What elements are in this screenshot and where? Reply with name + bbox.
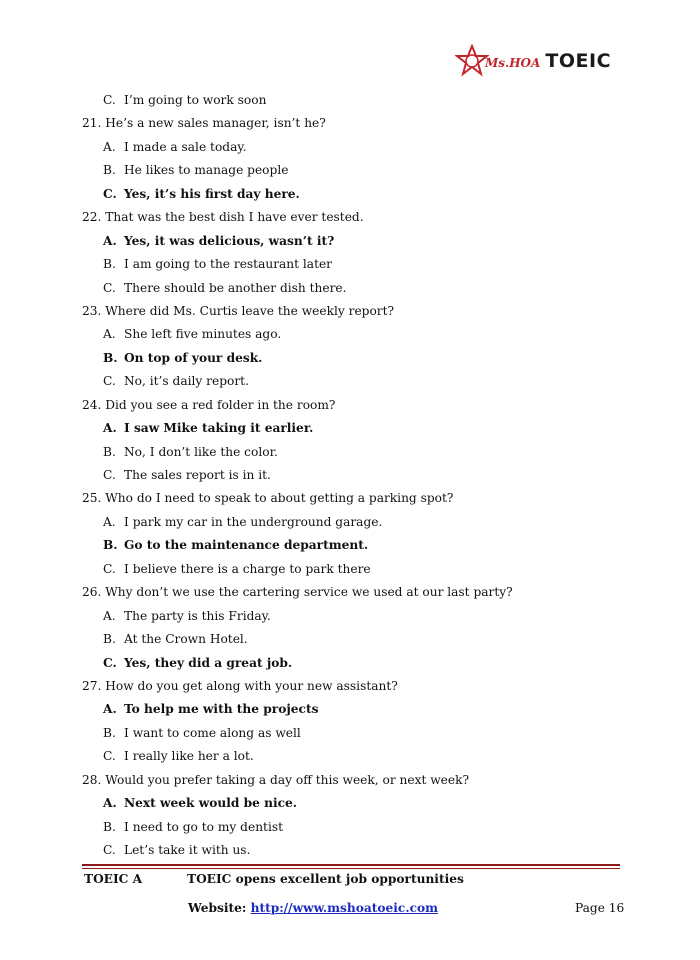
option-text: I’m going to work soon: [124, 93, 267, 107]
footer-divider: [82, 864, 620, 866]
option-text: I made a sale today.: [124, 139, 247, 154]
option-letter: C.: [103, 749, 116, 764]
option-text: Yes, they did a great job.: [124, 655, 293, 670]
answer-option: [82, 159, 642, 182]
option-letter: A.: [103, 327, 116, 342]
answer-option: [82, 136, 642, 159]
option-letter: B.: [103, 163, 116, 178]
answer-option: [82, 722, 642, 745]
option-text: To help me with the projects: [124, 702, 319, 717]
footer-website: [188, 901, 438, 915]
answer-option: [82, 558, 642, 581]
option-letter: A.: [103, 139, 116, 154]
option-letter: B.: [103, 725, 116, 740]
question-text: 24. Did you see a red folder in the room?: [82, 397, 336, 412]
question-list: [82, 89, 642, 862]
option-letter: B.: [103, 350, 118, 365]
footer-left-label: TOEIC A: [84, 872, 143, 886]
star-logo-icon: [455, 44, 489, 78]
option-letter: C.: [103, 280, 116, 295]
option-text: On top of your desk.: [124, 350, 263, 365]
answer-option: [82, 253, 642, 276]
answer-option-correct: [82, 698, 642, 721]
footer-divider-thin: [82, 868, 620, 869]
option-letter: C.: [103, 93, 116, 107]
option-text: At the Crown Hotel.: [124, 632, 248, 647]
option-text: I need to go to my dentist: [124, 819, 283, 834]
answer-option: [82, 370, 642, 393]
question-text: 28. Would you prefer taking a day off this week, or next week?: [82, 772, 470, 787]
answer-option-correct: [82, 183, 642, 206]
option-text: No, I don’t like the color.: [124, 444, 278, 459]
option-letter: C.: [103, 186, 117, 201]
answer-option: [82, 89, 642, 112]
answer-option: [82, 441, 642, 464]
footer-slogan: TOEIC opens excellent job opportunities: [187, 872, 464, 886]
answer-option: [82, 511, 642, 534]
option-letter: B.: [103, 632, 116, 647]
answer-option: [82, 839, 642, 862]
option-text: Yes, it’s his first day here.: [124, 186, 300, 201]
option-text: I saw Mike taking it earlier.: [124, 421, 314, 436]
answer-option-correct: [82, 792, 642, 815]
option-text: He likes to manage people: [124, 163, 289, 178]
question-text: 25. Who do I need to speak to about getting a parking spot?: [82, 491, 454, 506]
option-letter: A.: [103, 608, 116, 623]
answer-option: [82, 464, 642, 487]
website-label: Website:: [188, 901, 247, 915]
question-text: 27. How do you get along with your new assistant?: [82, 678, 398, 693]
question-text: 26. Why don’t we use the cartering service we used at our last party?: [82, 585, 513, 600]
brand-logo: [455, 44, 625, 80]
option-text: Let’s take it with us.: [124, 843, 251, 857]
answer-option-correct: [82, 417, 642, 440]
answer-option-correct: [82, 230, 642, 253]
logo-text: [485, 50, 611, 72]
answer-option: [82, 605, 642, 628]
option-letter: B.: [103, 444, 116, 459]
option-letter: C.: [103, 843, 116, 857]
option-text: Yes, it was delicious, wasn’t it?: [124, 233, 335, 248]
option-text: I really like her a lot.: [124, 749, 254, 764]
option-letter: A.: [103, 514, 116, 529]
question-text: 21. He’s a new sales manager, isn’t he?: [82, 116, 326, 131]
option-letter: B.: [103, 538, 118, 553]
option-letter: C.: [103, 561, 116, 576]
logo-ms: Ms.HOA: [485, 56, 541, 70]
option-letter: C.: [103, 468, 116, 482]
answer-option-correct: [82, 534, 642, 557]
option-letter: A.: [103, 702, 117, 717]
answer-option: [82, 745, 642, 768]
answer-option: [82, 323, 642, 346]
page-number: Page 16: [575, 901, 625, 915]
question-text: 23. Where did Ms. Curtis leave the weekly report?: [82, 303, 395, 318]
option-letter: A.: [103, 421, 117, 436]
answer-option: [82, 277, 642, 300]
option-text: She left five minutes ago.: [124, 327, 282, 342]
option-text: I believe there is a charge to park there: [124, 561, 371, 576]
option-text: No, it’s daily report.: [124, 374, 249, 389]
option-letter: B.: [103, 257, 116, 272]
answer-option-correct: [82, 347, 642, 370]
answer-option: [82, 816, 642, 839]
answer-option-correct: [82, 652, 642, 675]
option-letter: A.: [103, 233, 117, 248]
option-text: Go to the maintenance department.: [124, 538, 369, 553]
option-letter: C.: [103, 374, 116, 389]
option-letter: B.: [103, 819, 116, 834]
answer-option: [82, 628, 642, 651]
option-text: Next week would be nice.: [124, 796, 298, 811]
question-text: 22. That was the best dish I have ever tested.: [82, 210, 364, 225]
logo-toeic: TOEIC: [545, 50, 612, 72]
option-text: I am going to the restaurant later: [124, 257, 333, 272]
option-text: I park my car in the underground garage.: [124, 514, 383, 529]
option-text: There should be another dish there.: [124, 280, 347, 295]
option-letter: A.: [103, 796, 117, 811]
option-text: The party is this Friday.: [124, 608, 271, 623]
option-letter: C.: [103, 655, 117, 670]
website-link[interactable]: http://www.mshoatoeic.com: [250, 901, 439, 915]
option-text: The sales report is in it.: [124, 468, 271, 482]
option-text: I want to come along as well: [124, 725, 301, 740]
